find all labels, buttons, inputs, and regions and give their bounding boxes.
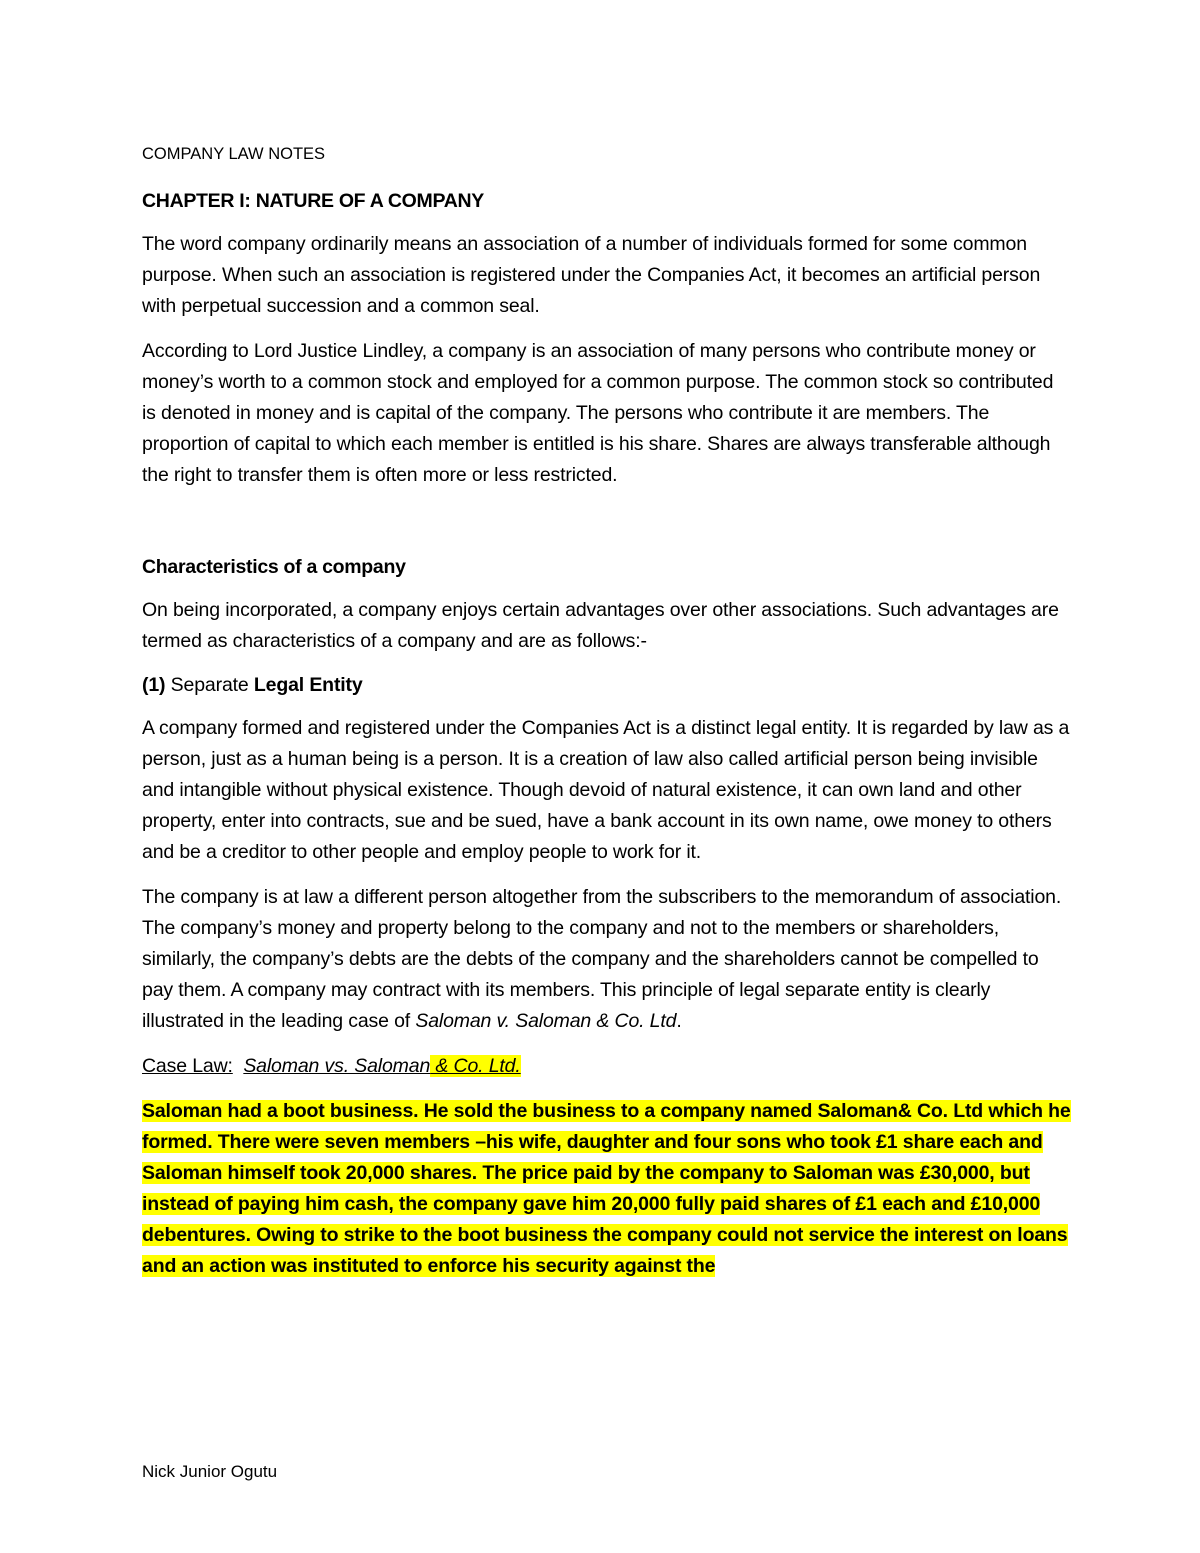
case-facts-text: Saloman had a boot business. He sold the business to a company named Saloman& Co. Ltd which he formed. There were seven members –his wife, daughter and four sons who took £1 share each and Saloman himself took 20,000 shares. The price paid by the company to Saloman was £30,000, but instead of paying him cash, the company gave him 20,000 fully paid shares of £1 each and £10,000 debentures. Owing to strike to the boot business the company could not service the interest on loans and an action was instituted to enforce his security against the [142,1100,1071,1277]
case-citation: Saloman v. Saloman & Co. Ltd [415,1010,677,1032]
sub-heading-bold: Legal Entity [253,674,363,696]
case-law-label: Case Law: [142,1055,233,1077]
sub-heading-number: (1) [142,674,166,696]
entity-paragraph-2-end: . [676,1010,682,1032]
chapter-title: CHAPTER I: NATURE OF A COMPANY [142,190,484,212]
page-footer: Nick Junior Ogutu [142,1462,278,1481]
document-header: COMPANY LAW NOTES [142,145,326,163]
characteristics-heading: Characteristics of a company [142,556,406,578]
case-law-name: Saloman vs. Saloman [243,1055,431,1077]
characteristics-intro: On being incorporated, a company enjoys certain advantages over other associations. Such advantages are termed as characteristics of a company and are as follows:- [142,599,1059,652]
intro-paragraph-2: According to Lord Justice Lindley, a company is an association of many persons who contribute money or money’s worth to a common stock and employed for a common purpose. The common stock so contributed is denoted in money and is capital of the company. The persons who contribute it are members. The proportion of capital to which each member is entitled is his share. Shares are always transferable although the right to transfer them is often more or less restricted. [142,340,1054,486]
case-facts-paragraph [142,1096,1072,1282]
page-content [142,142,1072,1296]
entity-paragraph-1: A company formed and registered under the Companies Act is a distinct legal entity. It is regarded by law as a person, just as a human being is a person. It is a creation of law also called artificial person being invisible and intangible without physical existence. Though devoid of natural existence, it can own land and other property, enter into contracts, sue and be sued, have a bank account in its own name, owe money to others and be a creditor to other people and employ people to work for it. [142,717,1070,863]
case-law-line [142,1051,1072,1082]
sub-heading-plain: Separate [165,674,254,696]
blank-line [142,505,1072,553]
entity-paragraph-2-text: The company is at law a different person altogether from the subscribers to the memorandum of association. The company’s money and property belong to the company and not to the members or shareholders, similarly, the company’s debts are the debts of the company and the shareholders cannot be compelled to pay them. A company may contract with its members. This principle of legal separate entity is clearly illustrated in the leading case of [142,886,1062,1032]
case-law-name-highlighted: & Co. Ltd. [430,1055,521,1077]
entity-paragraph-2 [142,882,1072,1037]
sub-heading-separate-legal-entity [142,671,1072,699]
intro-paragraph-1: The word company ordinarily means an association of a number of individuals formed for some common purpose. When such an association is registered under the Companies Act, it becomes an artificial person with perpetual succession and a common seal. [142,233,1041,317]
